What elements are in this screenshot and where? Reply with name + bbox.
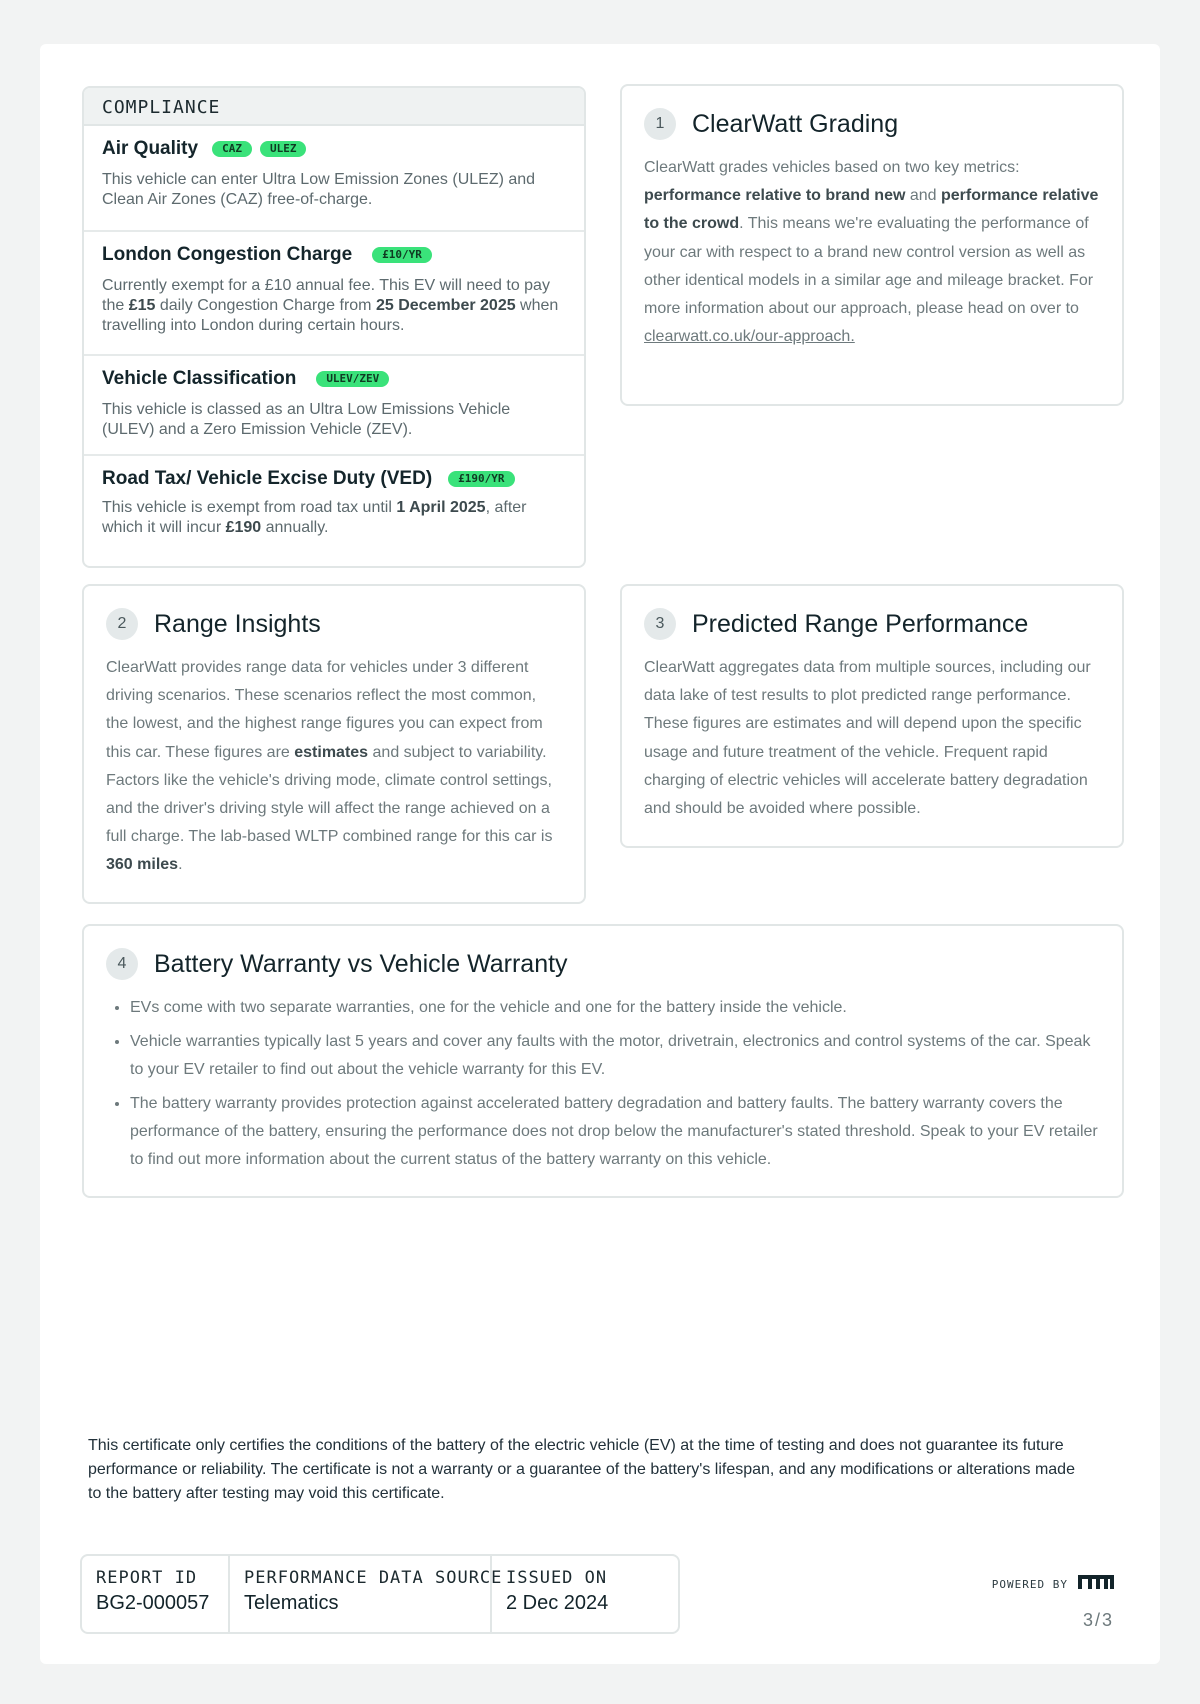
list-item: • The battery warranty provides protection against accelerated battery degradation and battery faults. The battery warranty covers the performance of the battery, ensuring the performance does not drop below the manufacturer's stated threshold. Speak to your EV retailer to find out more information about the current status of the battery warranty on this vehicle. — [130, 1090, 1100, 1174]
section-number-3: 3 — [644, 608, 676, 640]
data-source-label: PERFORMANCE DATA SOURCE — [244, 1568, 503, 1588]
compliance-card — [82, 86, 586, 568]
report-id-value: BG2-000057 — [96, 1592, 210, 1614]
report-id-label: REPORT ID — [96, 1568, 198, 1588]
air-quality-text: This vehicle can enter Ultra Low Emission Zones (ULEZ) and Clean Air Zones (CAZ) free-of-charge. — [102, 171, 536, 208]
range-insights-card — [82, 584, 586, 904]
section-number-2: 2 — [106, 608, 138, 640]
data-source-cell — [230, 1556, 503, 1632]
page-number: 3/3 — [1082, 1610, 1114, 1630]
section-number-4: 4 — [106, 948, 138, 980]
clearwatt-logo-icon — [1078, 1572, 1114, 1597]
grading-card — [620, 84, 1124, 406]
classification-text: This vehicle is classed as an Ultra Low Emissions Vehicle (ULEV) and a Zero Emission Vehicle (ZEV). — [102, 401, 511, 438]
report-info-box — [80, 1554, 680, 1634]
classification-title: Vehicle Classification — [102, 368, 297, 389]
warranty-title: Battery Warranty vs Vehicle Warranty — [154, 949, 568, 978]
road-tax-text: This vehicle is exempt from road tax until 1 April 2025, after which it will incur £190 annually. — [102, 499, 527, 536]
predicted-range-title: Predicted Range Performance — [692, 609, 1029, 638]
section-number-1: 1 — [644, 108, 676, 140]
data-source-value: Telematics — [244, 1592, 339, 1614]
list-item: • Vehicle warranties typically last 5 years and cover any faults with the motor, drivetrain, electronics and control systems of the car. Speak to your EV retailer to find out about the vehicle warranty for this EV. — [130, 1028, 1100, 1084]
range-insights-text: ClearWatt provides range data for vehicles under 3 different driving scenarios. These scenarios reflect the most common, the lowest, and the highest range figures you can expect from this car. These figures are estimates and subject to variability. Factors like the vehicle's driving mode, climate control settings, and the driver's driving style will affect the range achieved on a full charge. The lab-based WLTP combined range for this car is 360 miles. — [106, 659, 553, 874]
congestion-text: Currently exempt for a £10 annual fee. This EV will need to pay the £15 daily Congestion Charge from 25 December 2025 when travelling into London during certain hours. — [102, 277, 559, 334]
road-tax-title: Road Tax/ Vehicle Excise Duty (VED) — [102, 468, 433, 489]
warranty-card — [82, 924, 1124, 1198]
range-insights-title: Range Insights — [154, 609, 321, 638]
warranty-bullets — [106, 994, 1100, 1174]
air-quality-title: Air Quality — [102, 138, 199, 159]
congestion-title: London Congestion Charge — [102, 244, 353, 265]
predicted-range-card — [620, 584, 1124, 848]
road-tax-badge: £190/YR — [448, 471, 514, 487]
classification-badge: ULEV/ZEV — [316, 371, 389, 387]
issued-cell — [492, 1556, 678, 1632]
compliance-header: COMPLIANCE — [84, 88, 584, 126]
caz-badge: CAZ — [212, 141, 252, 157]
list-item: • EVs come with two separate warranties, one for the vehicle and one for the battery inside the vehicle. — [130, 994, 1100, 1022]
powered-by-label: POWERED BY — [991, 1578, 1068, 1591]
report-id-cell — [82, 1556, 230, 1632]
predicted-range-text: ClearWatt aggregates data from multiple sources, including our data lake of test results to plot predicted range performance. These figures are estimates and will depend upon the specific usage and future treatment of the vehicle. Frequent rapid charging of electric vehicles will accelerate battery degradation and should be avoided where possible. — [644, 659, 1091, 818]
grading-text: ClearWatt grades vehicles based on two key metrics: performance relative to brand new and performance relative to the crowd. This means we're evaluating the performance of your car with respect to a brand new control version as well as other identical models in a similar age and mileage bracket. For more information about our approach, please head on over to clearwatt.co.uk/our-approach. — [644, 159, 1099, 346]
congestion-badge: £10/YR — [372, 247, 432, 263]
approach-link[interactable]: clearwatt.co.uk/our-approach. — [644, 328, 855, 346]
certificate-page — [40, 44, 1160, 1664]
compliance-item-congestion — [84, 232, 584, 356]
compliance-item-classification — [84, 356, 584, 456]
grading-title: ClearWatt Grading — [692, 109, 899, 138]
compliance-item-air-quality — [84, 126, 584, 232]
compliance-item-road-tax — [84, 456, 584, 566]
issued-value: 2 Dec 2024 — [506, 1592, 609, 1614]
issued-label: ISSUED ON — [506, 1568, 608, 1588]
disclaimer-text: This certificate only certifies the conditions of the battery of the electric vehicle (EV) at the time of testing and does not guarantee its future performance or reliability. The certificate is not a warranty or a guarantee of the battery's lifespan, and any modifications or alterations made to the battery after testing may void this certificate. — [88, 1437, 1075, 1502]
powered-by — [992, 1572, 1114, 1597]
ulez-badge: ULEZ — [260, 141, 307, 157]
